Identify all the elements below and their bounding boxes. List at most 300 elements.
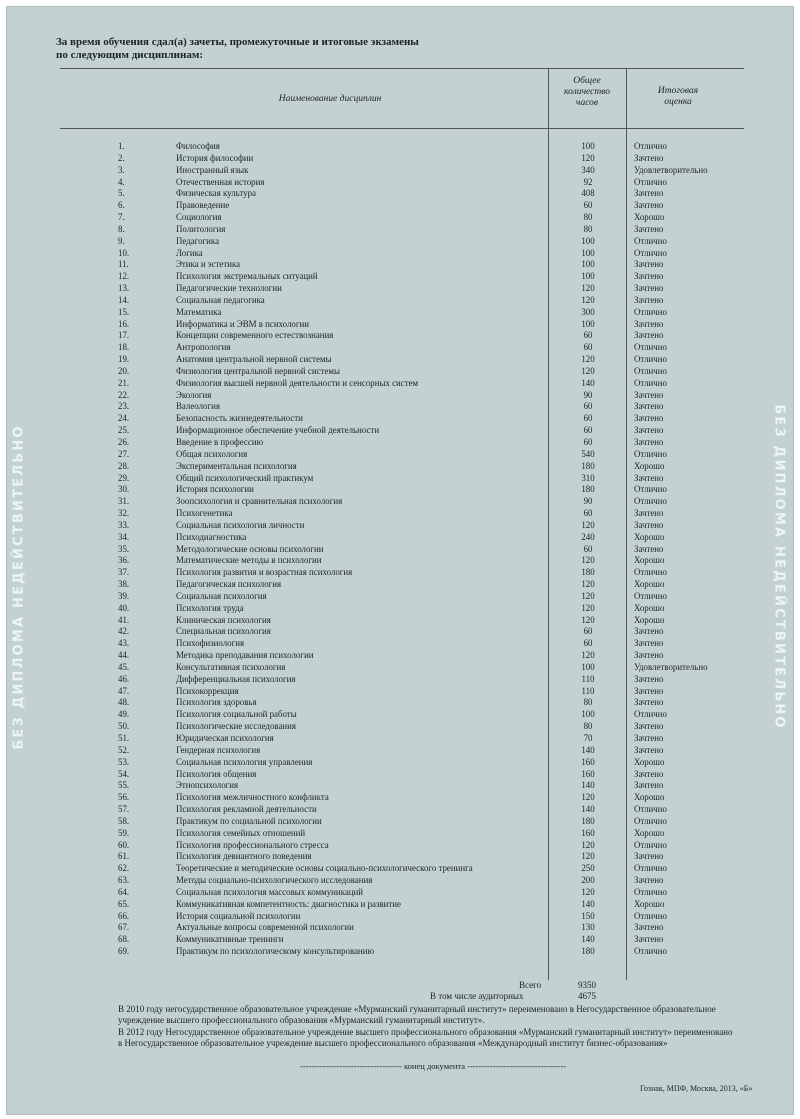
grade-value: Зачтено bbox=[634, 508, 664, 519]
grade-value: Хорошо bbox=[634, 579, 665, 590]
grade-value: Отлично bbox=[634, 839, 667, 850]
table-row bbox=[0, 224, 800, 236]
row-number: 18. bbox=[118, 342, 130, 353]
table-row bbox=[0, 626, 800, 638]
row-number: 59. bbox=[118, 827, 130, 838]
grade-value: Зачтено bbox=[634, 200, 664, 211]
hours-value: 240 bbox=[581, 531, 595, 542]
table-row bbox=[0, 141, 800, 153]
discipline-name: Философия bbox=[176, 141, 220, 151]
end-of-document-marker: ------------------------------------ конец документа ----------------------------------- bbox=[300, 1061, 567, 1071]
table-row bbox=[0, 390, 800, 402]
row-number: 39. bbox=[118, 590, 130, 601]
row-number: 23. bbox=[118, 401, 130, 412]
hours-value: 120 bbox=[581, 152, 595, 163]
hours-value: 100 bbox=[581, 141, 595, 151]
hours-value: 140 bbox=[581, 744, 595, 755]
row-number: 41. bbox=[118, 614, 130, 625]
table-row bbox=[0, 177, 800, 189]
row-number: 37. bbox=[118, 567, 130, 578]
table-row bbox=[0, 236, 800, 248]
grade-value: Отлично bbox=[634, 141, 667, 151]
grade-value: Отлично bbox=[634, 863, 667, 874]
discipline-name: Педагогическая психология bbox=[176, 579, 282, 590]
hours-value: 130 bbox=[581, 922, 595, 933]
hours-value: 100 bbox=[581, 661, 595, 672]
row-number: 68. bbox=[118, 934, 130, 945]
table-row bbox=[0, 342, 800, 354]
row-number: 15. bbox=[118, 306, 130, 317]
table-row bbox=[0, 449, 800, 461]
grade-value: Зачтено bbox=[634, 721, 664, 732]
row-number: 63. bbox=[118, 875, 130, 886]
table-row bbox=[0, 330, 800, 342]
table-row bbox=[0, 473, 800, 485]
table-row bbox=[0, 816, 800, 828]
table-row bbox=[0, 496, 800, 508]
hours-value: 100 bbox=[581, 271, 595, 282]
watermark-right: БЕЗ ДИПЛОМА НЕДЕЙСТВИТЕЛЬНО bbox=[771, 404, 787, 730]
hours-value: 120 bbox=[581, 851, 595, 862]
row-number: 35. bbox=[118, 543, 130, 554]
row-number: 52. bbox=[118, 744, 130, 755]
table-row bbox=[0, 378, 800, 390]
discipline-name: Валеология bbox=[176, 401, 220, 412]
table-row bbox=[0, 520, 800, 532]
row-number: 26. bbox=[118, 437, 130, 447]
grade-value: Зачтено bbox=[634, 673, 664, 684]
row-number: 38. bbox=[118, 579, 130, 590]
grade-value: Зачтено bbox=[634, 934, 664, 945]
hours-value: 180 bbox=[581, 460, 595, 471]
hours-value: 408 bbox=[581, 188, 595, 199]
row-number: 53. bbox=[118, 756, 130, 767]
discipline-name: Психология общения bbox=[176, 768, 257, 779]
discipline-name: Практикум по социальной психологии bbox=[176, 815, 322, 826]
hours-value: 80 bbox=[583, 697, 593, 708]
grade-value: Хорошо bbox=[634, 555, 665, 566]
discipline-name: Психогенетика bbox=[176, 508, 233, 519]
discipline-name: Психология труда bbox=[176, 602, 244, 613]
grade-value: Отлично bbox=[634, 496, 667, 507]
table-row bbox=[0, 319, 800, 331]
printer-imprint: Гознак, МПФ, Москва, 2013, «Б» bbox=[640, 1084, 753, 1093]
row-number: 51. bbox=[118, 733, 130, 743]
grade-value: Отлично bbox=[634, 946, 667, 957]
row-number: 62. bbox=[118, 863, 130, 874]
grade-value: Зачтено bbox=[634, 744, 664, 755]
hours-value: 150 bbox=[581, 910, 595, 921]
grade-value: Отлично bbox=[634, 484, 667, 495]
discipline-name: Общий психологический практикум bbox=[176, 472, 314, 483]
grade-value: Зачтено bbox=[634, 188, 664, 199]
discipline-name: Общая психология bbox=[176, 448, 248, 459]
grade-value: Зачтено bbox=[634, 472, 664, 483]
discipline-name: Антропология bbox=[176, 342, 231, 353]
discipline-name: История психологии bbox=[176, 484, 254, 495]
grade-value: Зачтено bbox=[634, 733, 664, 743]
auditory-label: В том числе аудиторных bbox=[430, 991, 524, 1001]
discipline-name: История социальной психологии bbox=[176, 910, 301, 921]
hours-value: 120 bbox=[581, 283, 595, 294]
discipline-name: Отечественная история bbox=[176, 176, 265, 187]
table-row bbox=[0, 686, 800, 698]
table-row bbox=[0, 887, 800, 899]
table-row bbox=[0, 721, 800, 733]
hours-value: 180 bbox=[581, 946, 595, 957]
row-number: 32. bbox=[118, 508, 130, 519]
hours-value: 60 bbox=[583, 401, 593, 412]
row-number: 29. bbox=[118, 472, 130, 483]
row-number: 66. bbox=[118, 910, 130, 921]
discipline-name: Математика bbox=[176, 306, 222, 317]
discipline-name: Концепции современного естествознания bbox=[176, 330, 334, 341]
table-row bbox=[0, 248, 800, 260]
grade-value: Отлично bbox=[634, 709, 667, 720]
table-row bbox=[0, 769, 800, 781]
hours-value: 100 bbox=[581, 247, 595, 258]
row-number: 42. bbox=[118, 626, 130, 637]
row-number: 55. bbox=[118, 780, 130, 791]
grade-value: Отлично bbox=[634, 910, 667, 921]
row-number: 3. bbox=[118, 164, 125, 175]
table-row bbox=[0, 259, 800, 271]
hours-value: 60 bbox=[583, 413, 593, 424]
table-row bbox=[0, 413, 800, 425]
discipline-name: Психология экстремальных ситуаций bbox=[176, 271, 318, 282]
row-number: 22. bbox=[118, 389, 130, 400]
row-number: 47. bbox=[118, 685, 130, 696]
hours-value: 180 bbox=[581, 815, 595, 826]
grade-value: Зачтено bbox=[634, 638, 664, 649]
table-row bbox=[0, 934, 800, 946]
hours-value: 60 bbox=[583, 508, 593, 519]
discipline-name: Физиология центральной нервной системы bbox=[176, 365, 340, 376]
table-row bbox=[0, 804, 800, 816]
grade-value: Зачтено bbox=[634, 259, 664, 270]
grade-value: Зачтено bbox=[634, 519, 664, 530]
table-row bbox=[0, 615, 800, 627]
grade-value: Зачтено bbox=[634, 152, 664, 163]
discipline-name: Психология развития и возрастная психология bbox=[176, 567, 353, 578]
grade-value: Зачтено bbox=[634, 768, 664, 779]
discipline-name: Психофизиология bbox=[176, 638, 245, 649]
table-row bbox=[0, 757, 800, 769]
heading-line-2: по следующим дисциплинам: bbox=[56, 49, 204, 61]
table-row bbox=[0, 780, 800, 792]
hours-value: 140 bbox=[581, 934, 595, 945]
table-row bbox=[0, 544, 800, 556]
discipline-name: Социология bbox=[176, 212, 222, 223]
table-row bbox=[0, 295, 800, 307]
hours-value: 160 bbox=[581, 827, 595, 838]
hours-value: 180 bbox=[581, 567, 595, 578]
discipline-name: Логика bbox=[176, 247, 203, 258]
grade-value: Отлично bbox=[634, 247, 667, 258]
row-number: 69. bbox=[118, 946, 130, 957]
discipline-name: Психодиагностика bbox=[176, 531, 247, 542]
row-number: 12. bbox=[118, 271, 130, 282]
rename-note-2010: В 2010 году негосударственное образовательное учреждение «Мурманский гуманитарный институт» переименовано в Негосударственное образовательное учреждение высшего профессионального образования «Мурманский гуманитарный институт». bbox=[118, 1004, 716, 1025]
hours-value: 160 bbox=[581, 768, 595, 779]
discipline-name: Социальная педагогика bbox=[176, 294, 265, 305]
table-row bbox=[0, 307, 800, 319]
hours-value: 140 bbox=[581, 804, 595, 815]
discipline-name: Психология здоровья bbox=[176, 697, 257, 708]
header-top-rule bbox=[60, 68, 744, 69]
hours-value: 80 bbox=[583, 212, 593, 223]
rename-note-2012: В 2012 году Негосударственное образовательное учреждение высшего профессионального образования «Мурманский гуманитарный институт» переименовано в Негосударственное образовательное учреждение высшего профессионального образования «Международный институт бизнес-образования» bbox=[118, 1027, 733, 1048]
hours-value: 60 bbox=[583, 626, 593, 637]
grade-value: Зачтено bbox=[634, 223, 664, 234]
row-number: 10. bbox=[118, 247, 130, 258]
table-row bbox=[0, 828, 800, 840]
table-row bbox=[0, 153, 800, 165]
row-number: 14. bbox=[118, 294, 130, 305]
discipline-name: Актуальные вопросы современной психологии bbox=[176, 922, 354, 933]
grade-value: Зачтено bbox=[634, 626, 664, 637]
grade-value: Отлично bbox=[634, 377, 667, 388]
row-number: 27. bbox=[118, 448, 130, 459]
row-number: 2. bbox=[118, 152, 125, 163]
hours-value: 140 bbox=[581, 377, 595, 388]
hours-value: 120 bbox=[581, 792, 595, 803]
hours-value: 140 bbox=[581, 898, 595, 909]
discipline-name: Педагогика bbox=[176, 235, 220, 246]
discipline-name: Экология bbox=[176, 389, 212, 400]
total-value: 9350 bbox=[578, 980, 596, 990]
header-bottom-rule bbox=[60, 128, 744, 129]
discipline-name: Анатомия центральной нервной системы bbox=[176, 354, 332, 365]
table-row bbox=[0, 674, 800, 686]
row-number: 16. bbox=[118, 318, 130, 329]
table-row bbox=[0, 567, 800, 579]
table-row bbox=[0, 946, 800, 958]
hours-value: 100 bbox=[581, 709, 595, 720]
grade-value: Зачтено bbox=[634, 851, 664, 862]
grade-value: Хорошо bbox=[634, 756, 665, 767]
discipline-name: Психология межличностного конфликта bbox=[176, 792, 329, 803]
discipline-name: Политология bbox=[176, 223, 226, 234]
hours-value: 160 bbox=[581, 756, 595, 767]
discipline-name: Юридическая психология bbox=[176, 733, 274, 743]
row-number: 7. bbox=[118, 212, 125, 223]
hours-value: 100 bbox=[581, 259, 595, 270]
hours-value: 120 bbox=[581, 555, 595, 566]
row-number: 60. bbox=[118, 839, 130, 850]
row-number: 21. bbox=[118, 377, 130, 388]
table-row bbox=[0, 792, 800, 804]
discipline-name: Теоретические и методические основы социально-психологического тренинга bbox=[176, 863, 473, 874]
discipline-name: Психология профессионального стресса bbox=[176, 839, 329, 850]
row-number: 56. bbox=[118, 792, 130, 803]
table-row bbox=[0, 461, 800, 473]
hours-value: 60 bbox=[583, 342, 593, 353]
grade-value: Зачтено bbox=[634, 425, 664, 436]
discipline-name: Социальная психология личности bbox=[176, 519, 305, 530]
discipline-name: Коммуникативные тренинги bbox=[176, 934, 284, 945]
discipline-name: Коммуникативная компетентность: диагностика и развитие bbox=[176, 898, 401, 909]
row-number: 11. bbox=[118, 259, 129, 270]
discipline-name: Безопасность жизнедеятельности bbox=[176, 413, 303, 424]
discipline-name: Дифференциальная психология bbox=[176, 673, 296, 684]
hours-value: 60 bbox=[583, 437, 593, 447]
page-heading bbox=[56, 36, 419, 62]
row-number: 6. bbox=[118, 200, 125, 211]
hours-value: 110 bbox=[581, 673, 595, 684]
row-number: 5. bbox=[118, 188, 125, 199]
hours-value: 120 bbox=[581, 602, 595, 613]
grade-value: Хорошо bbox=[634, 460, 665, 471]
grade-value: Отлично bbox=[634, 815, 667, 826]
grade-value: Зачтено bbox=[634, 780, 664, 791]
column-header-name: Наименование дисциплин bbox=[278, 94, 382, 104]
row-number: 1. bbox=[118, 141, 125, 151]
hours-value: 120 bbox=[581, 365, 595, 376]
discipline-name: Иностранный язык bbox=[176, 164, 249, 175]
grade-value: Хорошо bbox=[634, 212, 665, 223]
row-number: 4. bbox=[118, 176, 125, 187]
table-row bbox=[0, 555, 800, 567]
grade-value: Отлично bbox=[634, 804, 667, 815]
discipline-name: Психология социальной работы bbox=[176, 709, 297, 720]
discipline-name: Гендерная психология bbox=[176, 744, 261, 755]
hours-value: 60 bbox=[583, 330, 593, 341]
table-row bbox=[0, 532, 800, 544]
table-row bbox=[0, 354, 800, 366]
discipline-name: Методика преподавания психологии bbox=[176, 650, 314, 661]
discipline-name: Клиническая психология bbox=[176, 614, 271, 625]
grade-value: Удовлетворительно bbox=[634, 164, 708, 175]
table-row bbox=[0, 650, 800, 662]
hours-value: 60 bbox=[583, 425, 593, 436]
total-label: Всего bbox=[519, 980, 542, 990]
grade-value: Зачтено bbox=[634, 389, 664, 400]
row-number: 24. bbox=[118, 413, 130, 424]
grade-value: Отлично bbox=[634, 365, 667, 376]
hours-value: 100 bbox=[581, 235, 595, 246]
hours-value: 540 bbox=[581, 448, 595, 459]
row-number: 67. bbox=[118, 922, 130, 933]
table-row bbox=[0, 200, 800, 212]
discipline-name: Физиология высшей нервной деятельности и сенсорных систем bbox=[176, 377, 419, 388]
hours-value: 60 bbox=[583, 200, 593, 211]
row-number: 57. bbox=[118, 804, 130, 815]
hours-value: 120 bbox=[581, 590, 595, 601]
grade-value: Удовлетворительно bbox=[634, 661, 708, 672]
row-number: 58. bbox=[118, 815, 130, 826]
table-row bbox=[0, 662, 800, 674]
row-number: 50. bbox=[118, 721, 130, 732]
discipline-name: Практикум по психологическому консультированию bbox=[176, 946, 375, 957]
hours-value: 120 bbox=[581, 354, 595, 365]
table-row bbox=[0, 603, 800, 615]
grade-value: Отлично bbox=[634, 306, 667, 317]
row-number: 31. bbox=[118, 496, 130, 507]
row-number: 44. bbox=[118, 650, 130, 661]
hours-value: 120 bbox=[581, 886, 595, 897]
table-row bbox=[0, 899, 800, 911]
grade-value: Зачтено bbox=[634, 543, 664, 554]
row-number: 49. bbox=[118, 709, 130, 720]
row-number: 48. bbox=[118, 697, 130, 708]
grade-value: Зачтено bbox=[634, 922, 664, 933]
hours-value: 120 bbox=[581, 579, 595, 590]
discipline-name: Физическая культура bbox=[176, 188, 256, 199]
table-row bbox=[0, 591, 800, 603]
table-row bbox=[0, 745, 800, 757]
hours-value: 90 bbox=[583, 496, 593, 507]
row-number: 43. bbox=[118, 638, 130, 649]
hours-value: 300 bbox=[581, 306, 595, 317]
table-row bbox=[0, 638, 800, 650]
table-row bbox=[0, 283, 800, 295]
row-number: 13. bbox=[118, 283, 130, 294]
row-number: 9. bbox=[118, 235, 125, 246]
grade-value: Зачтено bbox=[634, 413, 664, 424]
hours-value: 80 bbox=[583, 223, 593, 234]
grade-value: Хорошо bbox=[634, 898, 665, 909]
table-row bbox=[0, 271, 800, 283]
table-row bbox=[0, 863, 800, 875]
discipline-name: Педагогические технологии bbox=[176, 283, 282, 294]
grade-value: Отлично bbox=[634, 886, 667, 897]
row-number: 54. bbox=[118, 768, 130, 779]
grade-value: Зачтено bbox=[634, 650, 664, 661]
row-number: 17. bbox=[118, 330, 130, 341]
grade-value: Зачтено bbox=[634, 271, 664, 282]
discipline-name: Социальная психология массовых коммуникаций bbox=[176, 886, 364, 897]
table-row bbox=[0, 484, 800, 496]
row-number: 25. bbox=[118, 425, 130, 436]
discipline-name: Социальная психология управления bbox=[176, 756, 313, 767]
table-row bbox=[0, 212, 800, 224]
table-row bbox=[0, 425, 800, 437]
grade-value: Хорошо bbox=[634, 827, 665, 838]
discipline-name: Психология рекламной деятельности bbox=[176, 804, 317, 815]
table-row bbox=[0, 697, 800, 709]
table-row bbox=[0, 366, 800, 378]
row-number: 65. bbox=[118, 898, 130, 909]
hours-value: 60 bbox=[583, 638, 593, 649]
row-number: 46. bbox=[118, 673, 130, 684]
auditory-value: 4675 bbox=[578, 991, 596, 1001]
grade-value: Зачтено bbox=[634, 875, 664, 886]
discipline-name: Этнопсихология bbox=[176, 780, 239, 791]
table-row bbox=[0, 840, 800, 852]
discipline-name: Методы социально-психологического исследования bbox=[176, 875, 373, 886]
hours-value: 340 bbox=[581, 164, 595, 175]
hours-value: 80 bbox=[583, 721, 593, 732]
grade-value: Зачтено bbox=[634, 318, 664, 329]
hours-value: 120 bbox=[581, 294, 595, 305]
discipline-name: Консультативная психология bbox=[176, 661, 286, 672]
table-row bbox=[0, 188, 800, 200]
column-header-grade: Итоговая оценка bbox=[657, 86, 699, 107]
grade-value: Отлично bbox=[634, 342, 667, 353]
table-row bbox=[0, 508, 800, 520]
hours-value: 200 bbox=[581, 875, 595, 886]
grade-value: Зачтено bbox=[634, 437, 664, 447]
table-row bbox=[0, 733, 800, 745]
discipline-name: Экспериментальная психология bbox=[176, 460, 297, 471]
grade-value: Отлично bbox=[634, 176, 667, 187]
grade-value: Зачтено bbox=[634, 685, 664, 696]
discipline-name: Правоведение bbox=[176, 200, 230, 211]
row-number: 20. bbox=[118, 365, 130, 376]
grade-value: Зачтено bbox=[634, 283, 664, 294]
hours-value: 92 bbox=[583, 176, 593, 187]
